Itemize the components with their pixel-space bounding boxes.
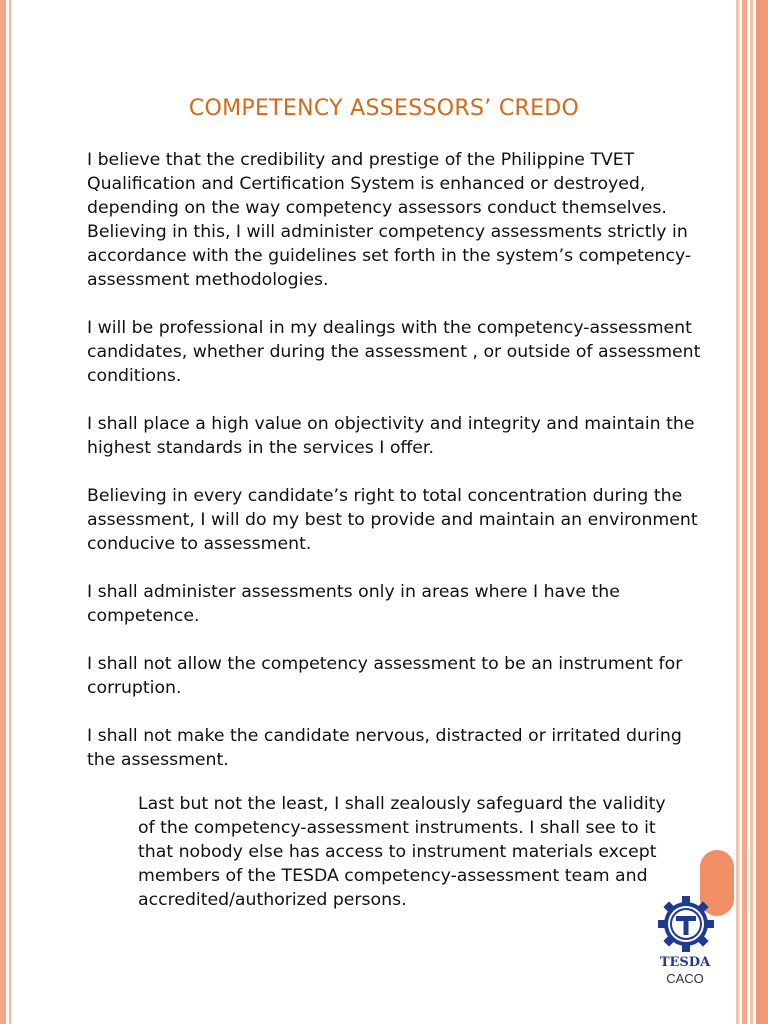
- left-border-line: [0, 0, 6, 1024]
- credo-body: [87, 148, 707, 796]
- left-border-thin-line: [9, 0, 11, 1024]
- stripe: [756, 0, 768, 1024]
- right-decorative-stripes: [736, 0, 768, 1024]
- last-paragraph: Last but not the least, I shall zealously safeguard the validity of the competency-assessment instruments. I shall see to it that nobody else has access to instrument materials except members of the TESDA competency-assessment team and accredited/authorized persons.: [138, 794, 666, 910]
- paragraph: I will be professional in my dealings with the competency-assessment candidates, whether during the assessment , or outside of assessment conditions.: [87, 318, 701, 386]
- logo-name: TESDA: [659, 955, 711, 970]
- paragraph: Believing in every candidate’s right to total concentration during the assessment, I will do my best to provide and maintain an environment conducive to assessment.: [87, 486, 698, 554]
- stripe: [750, 0, 753, 1024]
- paragraph: I shall not make the candidate nervous, distracted or irritated during the assessment.: [87, 726, 682, 770]
- stripe: [736, 0, 739, 1024]
- logo-caption: CACO: [666, 971, 704, 986]
- page-title: COMPETENCY ASSESSORS’ CREDO: [188, 96, 580, 121]
- paragraph: I believe that the credibility and prestige of the Philippine TVET Qualification and Certification System is enhanced or destroyed, depending on the way competency assessors conduct themselves. Believing in this, I will administer competency assessments strictly in accordance with the guidelines set forth in the system’s competency- assessment methodologies.: [87, 150, 692, 290]
- tesda-gear-logo-icon: [654, 892, 718, 956]
- paragraph: I shall not allow the competency assessment to be an instrument for corruption.: [87, 654, 683, 698]
- paragraph: I shall administer assessments only in areas where I have the competence.: [87, 582, 620, 626]
- stripe: [742, 0, 747, 1024]
- paragraph: I shall place a high value on objectivity and integrity and maintain the highest standards in the services I offer.: [87, 414, 695, 458]
